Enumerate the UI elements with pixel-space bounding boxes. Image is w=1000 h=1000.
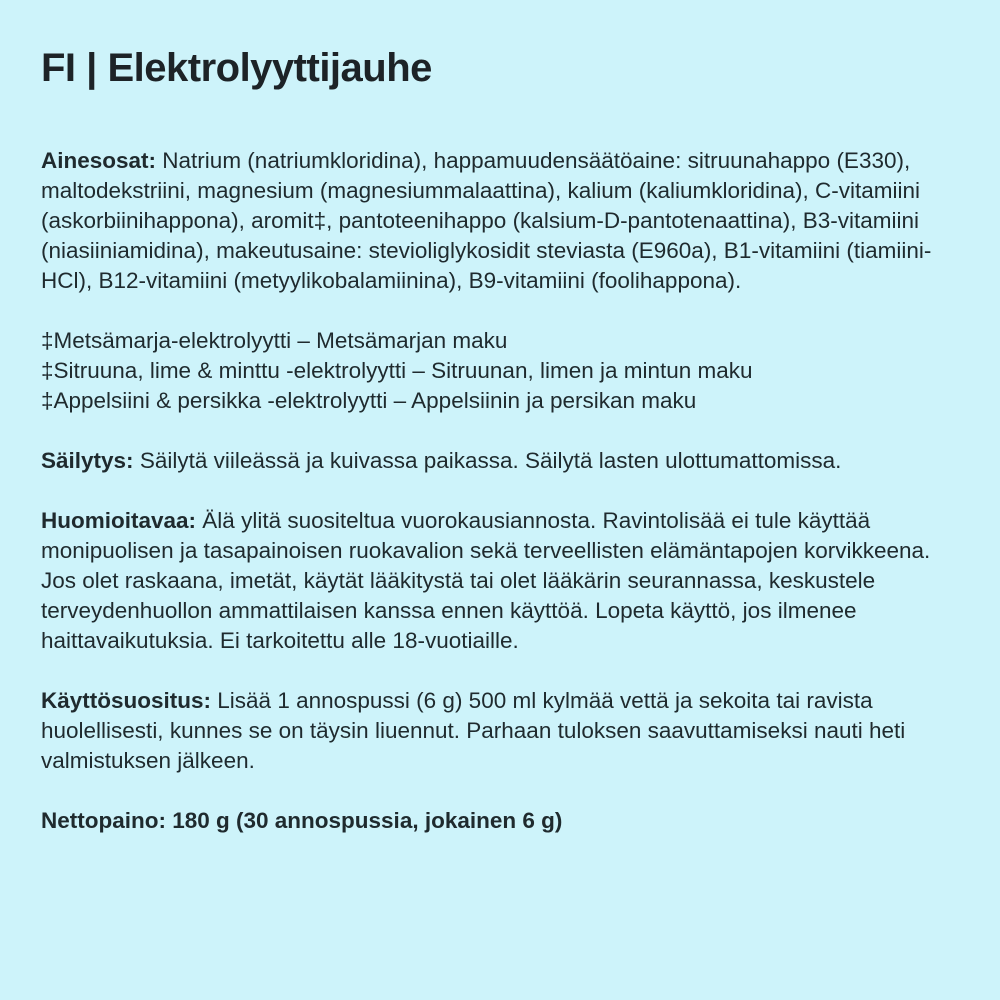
usage-text: Lisää 1 annospussi (6 g) 500 ml kylmää vettä ja sekoita tai ravista huolellisesti, kunnes se on täysin liuennut. Parhaan tuloksen saavuttamiseksi nauti heti valmistuksen jälkeen. (41, 688, 906, 773)
flavor-line: ‡Appelsiini & persikka -elektrolyytti – Appelsiinin ja persikan maku (41, 388, 697, 413)
ingredients-section (41, 146, 960, 296)
usage-label: Käyttösuositus: (41, 688, 212, 713)
warnings-text: Älä ylitä suositeltua vuorokausiannosta. Ravintolisää ei tule käyttää monipuolisen ja tasapainoisen ruokavalion sekä terveellisten elämäntapojen korvikkeena. Jos olet raskaana, imetät, käytät lääkitystä tai olet lääkärin seurannassa, keskustele terveydenhuollon ammattilaisen kanssa ennen käyttöä. Lopeta käyttö, jos ilmenee haittavaikutuksia. Ei tarkoitettu alle 18-vuotiaille. (41, 508, 931, 653)
ingredients-text: Natrium (natriumkloridina), happamuudensäätöaine: sitruunahappo (E330), maltodekstriini, magnesium (magnesiummalaattina), kalium (kaliumkloridina), C-vitamiini (askorbiinihappona), aromit‡, pantoteenihappo (kalsium-D-pantotenaattina), B3-vitamiini (niasiiniamidina), makeutusaine: stevioliglykosidit steviasta (E960a), B1-vitamiini (tiamiini-HCl), B12-vitamiini (metyylikobalamiinina), B9-vitamiini (foolihappona). (41, 148, 932, 293)
usage-section (41, 686, 960, 776)
label-content (41, 146, 960, 836)
storage-text: Säilytä viileässä ja kuivassa paikassa. Säilytä lasten ulottumattomissa. (139, 448, 842, 473)
storage-section (41, 446, 960, 476)
flavor-line: ‡Sitruuna, lime & minttu -elektrolyytti – Sitruunan, limen ja mintun maku (41, 358, 753, 383)
warnings-label: Huomioitavaa: (41, 508, 197, 533)
flavors-section (41, 326, 960, 416)
net-weight: Nettopaino: 180 g (30 annospussia, jokainen 6 g) (41, 808, 563, 833)
warnings-section (41, 506, 960, 656)
page-title: FI | Elektrolyyttijauhe (41, 46, 432, 90)
ingredients-label: Ainesosat: (41, 148, 157, 173)
flavor-line: ‡Metsämarja-elektrolyytti – Metsämarjan maku (41, 328, 508, 353)
storage-label: Säilytys: (41, 448, 134, 473)
